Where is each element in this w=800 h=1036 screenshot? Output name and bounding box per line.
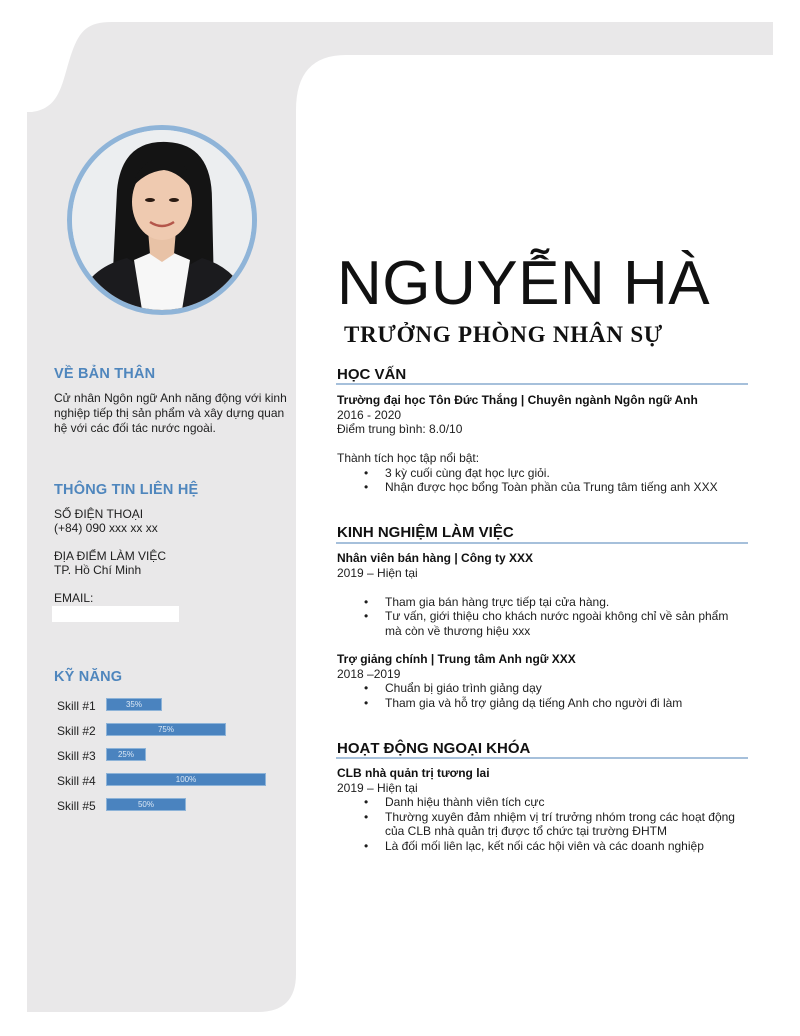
skill-track xyxy=(106,748,266,762)
list-item: • Chuẩn bị giáo trình giảng dạy xyxy=(337,681,752,696)
location-value: TP. Hồ Chí Minh xyxy=(54,563,142,577)
phone-value: (+84) 090 xxx xx xx xyxy=(54,521,158,535)
about-line: Cử nhân Ngôn ngữ Anh năng động với kinh xyxy=(54,391,287,405)
profile-photo xyxy=(67,125,257,315)
skill-track xyxy=(106,723,266,737)
skill-row xyxy=(57,698,277,723)
list-item: • Tham gia và hỗ trợ giảng dạ tiếng Anh cho người đi làm xyxy=(337,696,752,711)
activities-section xyxy=(337,766,752,853)
job-period: 2018 –2019 xyxy=(337,666,401,681)
skill-track xyxy=(106,698,266,712)
org-name: CLB nhà quản trị tương lai xyxy=(337,766,490,780)
skill-bar: 50% xyxy=(106,798,186,811)
skill-row xyxy=(57,748,277,773)
activities-title: HOẠT ĐỘNG NGOẠI KHÓA xyxy=(337,740,531,757)
person-portrait-icon xyxy=(72,130,252,310)
section-divider xyxy=(336,757,748,759)
skill-label: Skill #2 xyxy=(57,724,96,738)
experience-job-2 xyxy=(337,652,752,710)
location-label: ĐỊA ĐIỂM LÀM VIỆC xyxy=(54,549,167,563)
education-title: HỌC VẤN xyxy=(337,366,407,383)
about-title: VỀ BẢN THÂN xyxy=(54,366,156,382)
email-label: EMAIL: xyxy=(54,591,94,605)
job-heading: Nhân viên bán hàng | Công ty XXX xyxy=(337,551,534,565)
education-years: 2016 - 2020 xyxy=(337,407,402,422)
full-name: NGUYỄN HÀ xyxy=(337,249,711,318)
contact-title: THÔNG TIN LIÊN HỆ xyxy=(54,482,199,498)
skill-label: Skill #3 xyxy=(57,749,96,763)
skill-bar: 100% xyxy=(106,773,266,786)
skill-bar: 75% xyxy=(106,723,226,736)
list-item: • Tư vấn, giới thiệu cho khách nước ngoài không chỉ về sản phẩm mà còn về thương hiệu xxx xyxy=(337,609,752,638)
activity-period: 2019 – Hiện tại xyxy=(337,780,418,795)
skill-label: Skill #4 xyxy=(57,774,96,788)
about-line: hệ với các đối tác nước ngoài. xyxy=(54,421,216,435)
skill-bar: 25% xyxy=(106,748,146,761)
job-title: TRƯỞNG PHÒNG NHÂN SỰ xyxy=(344,322,664,347)
skill-row xyxy=(57,773,277,798)
skill-row xyxy=(57,723,277,748)
school-name: Trường đại học Tôn Đức Thắng | Chuyên ngành Ngôn ngữ Anh xyxy=(337,393,698,407)
skill-track xyxy=(106,773,266,787)
achievements-label: Thành tích học tập nổi bật: xyxy=(337,451,480,465)
skill-track xyxy=(106,798,266,812)
skills-list xyxy=(57,698,277,823)
job-bullets xyxy=(337,681,752,710)
section-divider xyxy=(336,542,748,544)
skills-title: KỸ NĂNG xyxy=(54,669,123,685)
experience-title: KINH NGHIỆM LÀM VIỆC xyxy=(337,524,514,541)
education-section xyxy=(337,393,752,495)
skill-row xyxy=(57,798,277,823)
list-item: • Là đối mối liên lạc, kết nối các hội viên và các doanh nghiệp xyxy=(337,839,752,854)
list-item: • Tham gia bán hàng trực tiếp tại cửa hàng. xyxy=(337,595,752,610)
job-period: 2019 – Hiện tại xyxy=(337,565,418,580)
about-line: nghiệp tiếp thị sản phẩm và xây dựng quan xyxy=(54,406,285,420)
experience-job-1 xyxy=(337,551,752,638)
about-text xyxy=(54,391,287,436)
section-divider xyxy=(336,383,748,385)
achievements-list xyxy=(337,466,752,495)
list-item: • Danh hiệu thành viên tích cực xyxy=(337,795,752,810)
list-item: • 3 kỳ cuối cùng đạt học lực giỏi. xyxy=(337,466,752,481)
education-gpa: Điểm trung bình: 8.0/10 xyxy=(337,422,463,436)
skill-bar: 35% xyxy=(106,698,162,711)
list-item: • Thường xuyên đảm nhiệm vị trí trưởng nhóm trong các hoạt động của CLB nhà quản trị được tổ chức tại trường ĐHTM xyxy=(337,810,752,839)
job-bullets xyxy=(337,595,752,639)
list-item: • Nhận được học bổng Toàn phần của Trung tâm tiếng anh XXX xyxy=(337,480,752,495)
email-field[interactable] xyxy=(52,606,179,622)
skill-label: Skill #5 xyxy=(57,799,96,813)
job-heading: Trợ giảng chính | Trung tâm Anh ngữ XXX xyxy=(337,652,576,666)
phone-label: SỐ ĐIỆN THOẠI xyxy=(54,507,144,521)
activity-bullets xyxy=(337,795,752,853)
skill-label: Skill #1 xyxy=(57,699,96,713)
